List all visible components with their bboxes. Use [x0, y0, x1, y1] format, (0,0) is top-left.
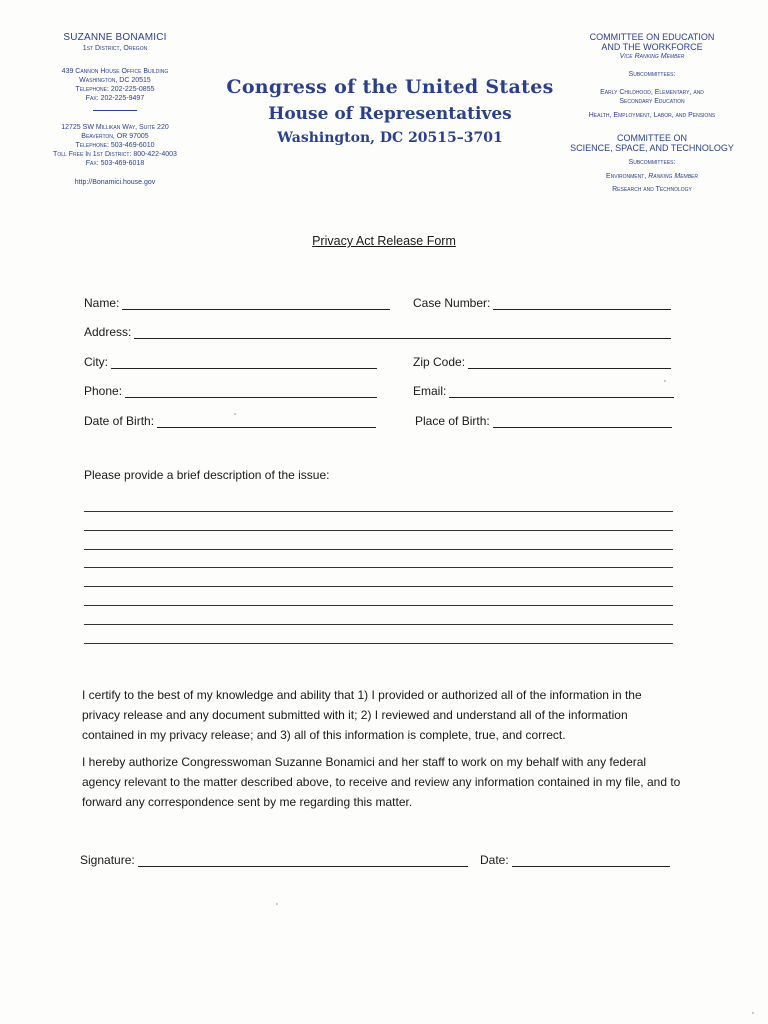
dc-office-line: 439 Cannon House Office Building [61, 68, 169, 75]
subcommittees-label: Subcommittees: [628, 71, 676, 78]
district-office-line: Telephone: 503-469-6010 [75, 142, 155, 149]
phone-label: Phone: [84, 384, 123, 398]
member-name: SUZANNE BONAMICI [63, 32, 167, 43]
date-of-birth-line[interactable] [157, 415, 376, 428]
address-field[interactable] [84, 321, 671, 339]
committee-name: AND THE WORKFORCE [601, 42, 703, 52]
subcommittee-name: Health, Employment, Labor, and Pensions [588, 112, 716, 119]
subcommittee-name: Secondary Education [619, 98, 685, 105]
description-line[interactable] [84, 567, 673, 568]
authorization-text: I hereby authorize Congresswoman Suzanne Bonamici and her staff to work on my behalf with any federal agency relevant to the matter described above, to receive and review any information contained in my file, and to forward any correspondence sent by me regarding this matter. [82, 755, 681, 809]
place-of-birth-line[interactable] [493, 415, 672, 428]
city-heading: Washington, DC 20515–3701 [277, 130, 503, 146]
committee-name: SCIENCE, SPACE, AND TECHNOLOGY [570, 143, 734, 153]
email-field[interactable] [413, 380, 674, 398]
dc-office-line: Fax: 202-225-9497 [85, 95, 145, 102]
date-label: Date: [480, 853, 509, 867]
district-office-line: Toll Free In 1st District: 800-422-4003 [53, 151, 177, 158]
scan-speck [664, 380, 666, 382]
zip-code-label: Zip Code: [413, 355, 466, 369]
form-title: Privacy Act Release Form [312, 234, 456, 248]
phone-line[interactable] [125, 385, 377, 398]
address-label: Address: [84, 325, 132, 339]
signature-label: Signature: [80, 853, 135, 867]
city-field[interactable] [84, 351, 377, 369]
date-field[interactable] [480, 849, 670, 867]
zip-code-field[interactable] [413, 351, 671, 369]
name-line[interactable] [122, 297, 390, 310]
description-line[interactable] [84, 605, 673, 606]
city-line[interactable] [111, 356, 377, 369]
dc-office-line: Telephone: 202-225-0855 [75, 86, 155, 93]
name-field[interactable] [84, 292, 390, 310]
scan-speck [234, 413, 236, 415]
date-of-birth-field[interactable] [84, 410, 376, 428]
committee-name: COMMITTEE ON EDUCATION [589, 32, 715, 42]
committee-role: Vice Ranking Member [619, 53, 685, 60]
subcommittees-label: Subcommittees: [628, 159, 676, 166]
description-line[interactable] [84, 624, 673, 625]
name-label: Name: [84, 296, 120, 310]
committee-name: COMMITTEE ON [617, 133, 687, 143]
zip-code-line[interactable] [468, 356, 671, 369]
district-office-line: Fax: 503-469-6018 [85, 160, 145, 167]
address-line[interactable] [134, 326, 671, 339]
letterhead-title-block [220, 72, 560, 150]
case-number-label: Case Number: [413, 296, 491, 310]
dc-office-line: Washington, DC 20515 [79, 77, 151, 84]
house-heading: House of Representatives [268, 104, 512, 124]
subcommittee-name: Research and Technology [612, 186, 692, 193]
email-line[interactable] [449, 385, 674, 398]
district-office-line: Beaverton, OR 97005 [81, 133, 149, 140]
signature-line[interactable] [138, 854, 468, 867]
description-line[interactable] [84, 549, 673, 550]
description-line[interactable] [84, 530, 673, 531]
case-number-line[interactable] [493, 297, 671, 310]
website-link: http://Bonamici.house.gov [74, 179, 156, 186]
description-line[interactable] [84, 511, 673, 512]
email-label: Email: [413, 384, 447, 398]
certification-text: I certify to the best of my knowledge and ability that 1) I provided or authorized all of the information in the privacy release and any document submitted with it; 2) I reviewed and understand all of the information contained in my privacy release; and 3) all of this information is complete, true, and correct. [82, 688, 642, 742]
description-line[interactable] [84, 586, 673, 587]
divider [93, 110, 137, 111]
city-label: City: [84, 355, 108, 369]
member-district: 1st District, Oregon [82, 45, 148, 52]
letterhead-member-info [30, 32, 200, 187]
place-of-birth-label: Place of Birth: [415, 414, 490, 428]
subcommittee-name: Environment, Ranking Member [606, 173, 698, 180]
district-office-line: 12725 SW Millikan Way, Suite 220 [61, 124, 169, 131]
scan-speck [276, 903, 278, 905]
description-prompt: Please provide a brief description of the issue: [84, 468, 330, 482]
place-of-birth-field[interactable] [415, 410, 672, 428]
scan-speck [752, 1012, 754, 1014]
case-number-field[interactable] [413, 292, 671, 310]
date-of-birth-label: Date of Birth: [84, 414, 155, 428]
date-line[interactable] [512, 854, 670, 867]
subcommittee-name: Early Childhood, Elementary, and [600, 89, 704, 96]
letterhead-committees [566, 32, 738, 194]
description-line[interactable] [84, 643, 673, 644]
signature-field[interactable] [80, 849, 468, 867]
phone-field[interactable] [84, 380, 377, 398]
congress-heading: Congress of the United States [226, 76, 554, 98]
